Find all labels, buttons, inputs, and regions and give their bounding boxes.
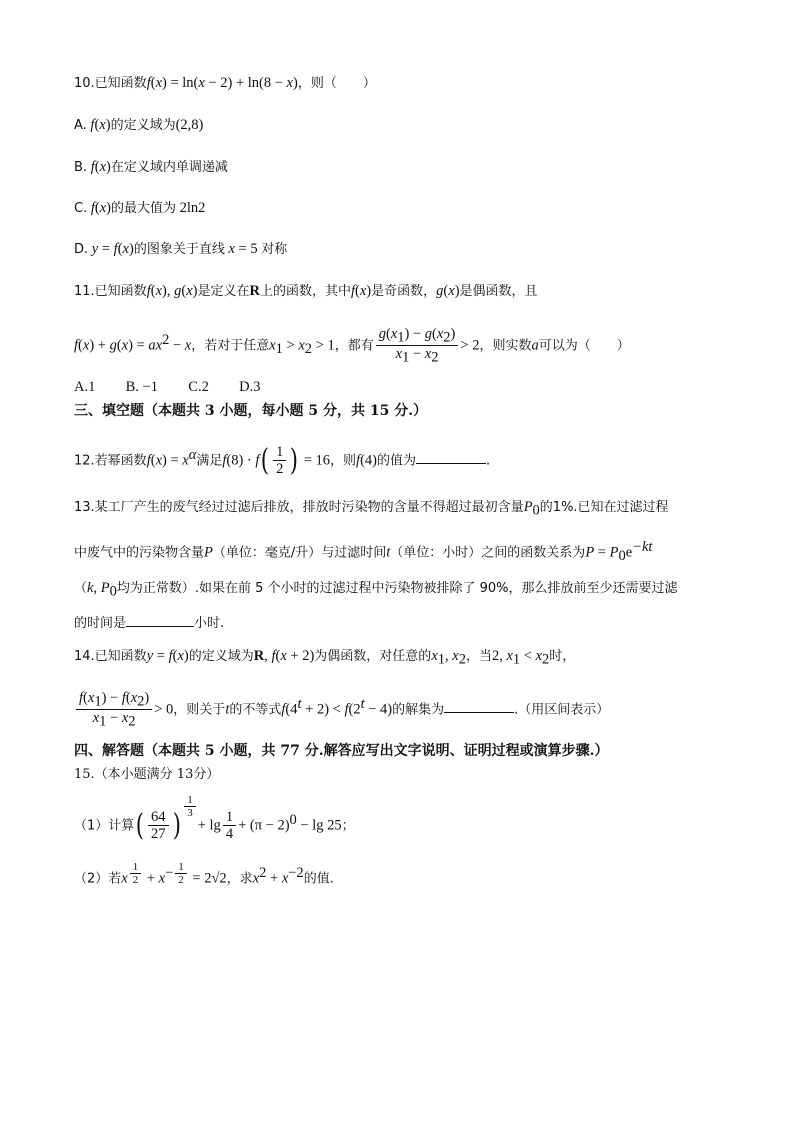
- q11-stem: 11.已知函数f(x), g(x)是定义在R上的函数，其中f(x)是奇函数，g(x)是偶函数，且: [74, 283, 538, 299]
- q14-line-2: $\frac{f(x_1) - f(x_2)}{x_1 - x_2}$ > 0，则关于t的不等式$f(4^t + 2) < f(2^t - 4)$的解集为 .（用区间表示）: [74, 686, 609, 730]
- q10-option-a: A. f(x)的定义域为(2,8): [74, 117, 204, 133]
- q15-title: 15.（本小题满分 13分）: [74, 767, 220, 782]
- q10-stem: 10.已知函数f(x) = ln(x − 2) + ln(8 − x)，则（ ）: [74, 75, 376, 91]
- q13-line-2: 中废气中的污染物含量P（单位：毫克/升）与过滤时间t（单位：小时）之间的函数关系为$P = P_0e^{-kt}$: [74, 539, 653, 564]
- q10-option-b: B. f(x)在定义域内单调递减: [74, 159, 228, 175]
- section-3-heading: 三、填空题（本题共 3 小题，每小题 5 分，共 15 分.）: [74, 403, 428, 419]
- q15-part-1: （1）计算( $\frac{64}{27}$ ) $^{\frac{1}{3}}$ + lg $\frac{1}{4}$ + $(\pi - 2)^0 - \lg 25$；: [74, 794, 355, 843]
- q10-option-c: C. f(x)的最大值为 2ln2: [74, 200, 206, 216]
- q11-options: A.1 B. −1 C.2 D.3: [74, 379, 261, 395]
- q10-option-d: D. y = f(x)的图象关于直线 x = 5 对称: [74, 241, 288, 257]
- q13-line-1: 13.某工厂产生的废气经过过滤后排放，排放时污染物的含量不得超过最初含量$P_0$的1%.已知在过滤过程: [74, 499, 669, 519]
- q14-line-1: 14.已知函数y = f(x)的定义域为R, f(x + 2)为偶函数，对任意的$x_1$, $x_2$，当2, $x_1 < x_2$时，: [74, 648, 576, 668]
- q15-part-2: （2）若x $^{\frac{1}{2}}$ + $x^{- \frac{1}{2}}$ = 2√2，求$x^2 + x^{-2}$的值.: [74, 861, 334, 887]
- q13-line-3: （k, $P_0$均为正常数）.如果在前 5 个小时的过滤过程中污染物被排除了 90%，那么排放前至少还需要过滤: [74, 580, 678, 600]
- q13-line-4: 的时间是 小时.: [74, 613, 224, 633]
- q11-condition: $f(x) + g(x) = ax^2 - x$，若对于任意$x_1 > x_2 > 1$，都有 $\frac{g(x_1) - g(x_2)}{x_1 - x_2}$ > 2，则实数a可以为（ ）: [74, 325, 630, 366]
- section-4-heading: 四、解答题（本题共 5 小题，共 77 分.解答应写出文字说明、证明过程或演算步骤.）: [74, 743, 609, 759]
- q12-stem: 12.若幂函数$f(x) = x^\alpha$满足f(8) · f( $\frac{1}{2}$ ) = 16，则f(4)的值为 .: [74, 442, 491, 478]
